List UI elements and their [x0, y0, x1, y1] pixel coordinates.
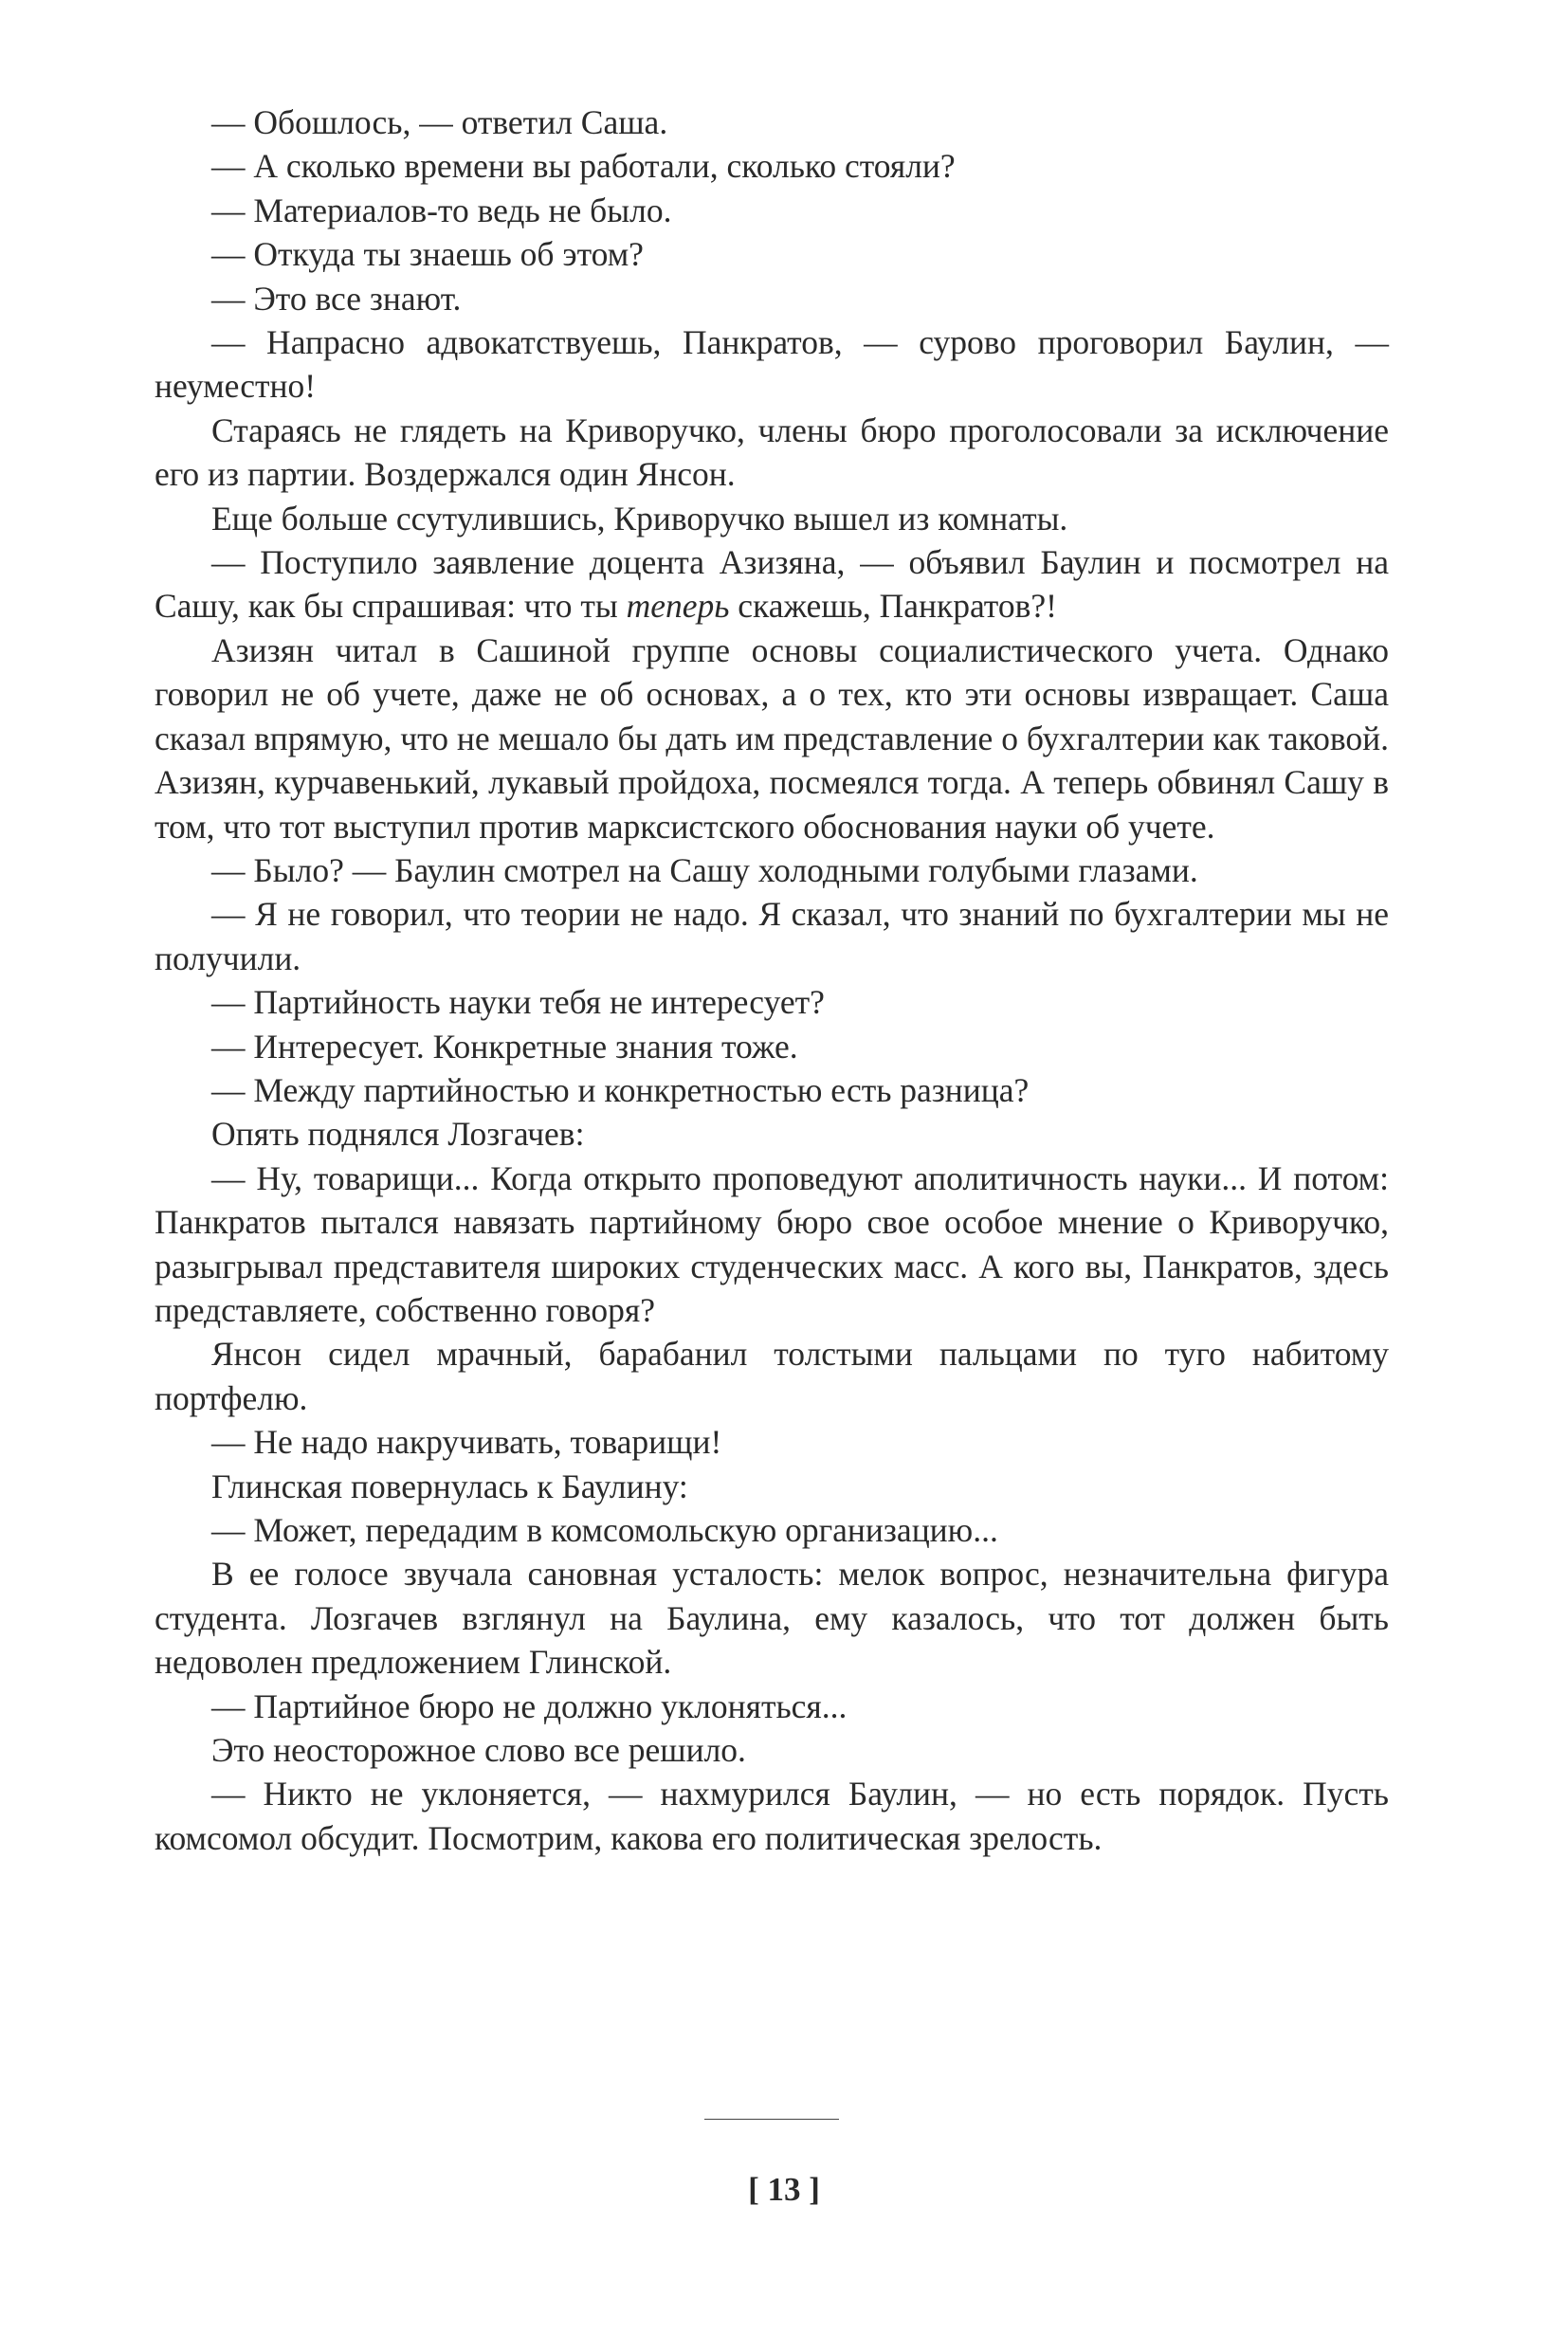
paragraph: — Не надо накручивать, товарищи!	[211, 1423, 722, 1462]
paragraph: — Обошлось, — ответил Саша.	[211, 103, 668, 141]
paragraph: — Это все знают.	[211, 279, 462, 318]
paragraph-text: скажешь, Панкратов?!	[729, 587, 1057, 626]
paragraph: — Я не говорил, что теории не надо. Я сказал, что знаний по бухгалтерии мы не получили.	[155, 895, 1389, 977]
emphasis-word: теперь	[626, 587, 730, 626]
paragraph: Это неосторожное слово все решило.	[211, 1731, 746, 1770]
paragraph: — Партийность науки тебя не интересует?	[211, 983, 825, 1022]
footer-rule	[704, 2119, 839, 2120]
paragraph: — Никто не уклоняется, — нахмурился Баулин, — но есть порядок. Пусть комсомол обсудит. Посмотрим, какова его политическая зрелость.	[155, 1775, 1389, 1857]
paragraph: — Материалов-то ведь не было.	[211, 191, 672, 229]
paragraph: Еще больше ссутулившись, Криворучко вышел из комнаты.	[211, 499, 1068, 538]
page-number: [ 13 ]	[748, 2171, 820, 2208]
paragraph: Глинская повернулась к Баулину:	[211, 1467, 688, 1505]
paragraph: В ее голосе звучала сановная усталость: мелок вопрос, незначительна фигура студента. Лозгачев взглянул на Баулина, ему казалось, что тот должен быть недоволен предложением Глинской.	[155, 1555, 1389, 1682]
paragraph: Опять поднялся Лозгачев:	[211, 1115, 585, 1154]
paragraph: Янсон сидел мрачный, барабанил толстыми пальцами по туго набитому портфелю.	[155, 1335, 1389, 1417]
paragraph-azizyan-statement	[155, 540, 1389, 629]
paragraph-text: — Поступило заявление доцента Азизяна, — объявил Баулин и посмотрел на Сашу, как бы спрашивая: что ты	[155, 543, 1389, 626]
paragraph: — Партийное бюро не должно уклоняться...	[211, 1686, 848, 1725]
body-text	[155, 100, 1389, 1860]
paragraph: — А сколько времени вы работали, сколько стояли?	[211, 147, 956, 186]
paragraph: — Напрасно адвокатствуешь, Панкратов, — сурово проговорил Баулин, — неуместно!	[155, 323, 1389, 406]
paragraph: Азизян читал в Сашиной группе основы социалистического учета. Однако говорил не об учете, даже не об основах, а о тех, кто эти основы извращает. Саша сказал впрямую, что не мешало бы дать им представление о бухгалтерии как таковой. Азизян, курчавенький, лукавый пройдоха, посмеялся тогда. А теперь обвинял Сашу в том, что тот выступил против марксистского обоснования науки об учете.	[155, 630, 1389, 846]
paragraph: Стараясь не глядеть на Криворучко, члены бюро проголосовали за исключение его из партии. Воздержался один Янсон.	[155, 410, 1389, 494]
paragraph: — Было? — Баулин смотрел на Сашу холодными голубыми глазами.	[211, 850, 1198, 889]
paragraph: — Интересует. Конкретные знания тоже.	[211, 1027, 798, 1066]
paragraph: — Может, передадим в комсомольскую организацию...	[211, 1511, 998, 1549]
paragraph: — Между партийностью и конкретностью есть разница?	[211, 1070, 1030, 1109]
paragraph: — Ну, товарищи... Когда открыто проповедуют аполитичность науки... И потом: Панкратов пытался навязать партийному бюро свое особое мнение о Криворучко, разыгрывал представителя широких студенческих масс. А кого вы, Панкратов, здесь представляете, собственно говоря?	[155, 1158, 1389, 1329]
paragraph: — Откуда ты знаешь об этом?	[211, 235, 644, 274]
